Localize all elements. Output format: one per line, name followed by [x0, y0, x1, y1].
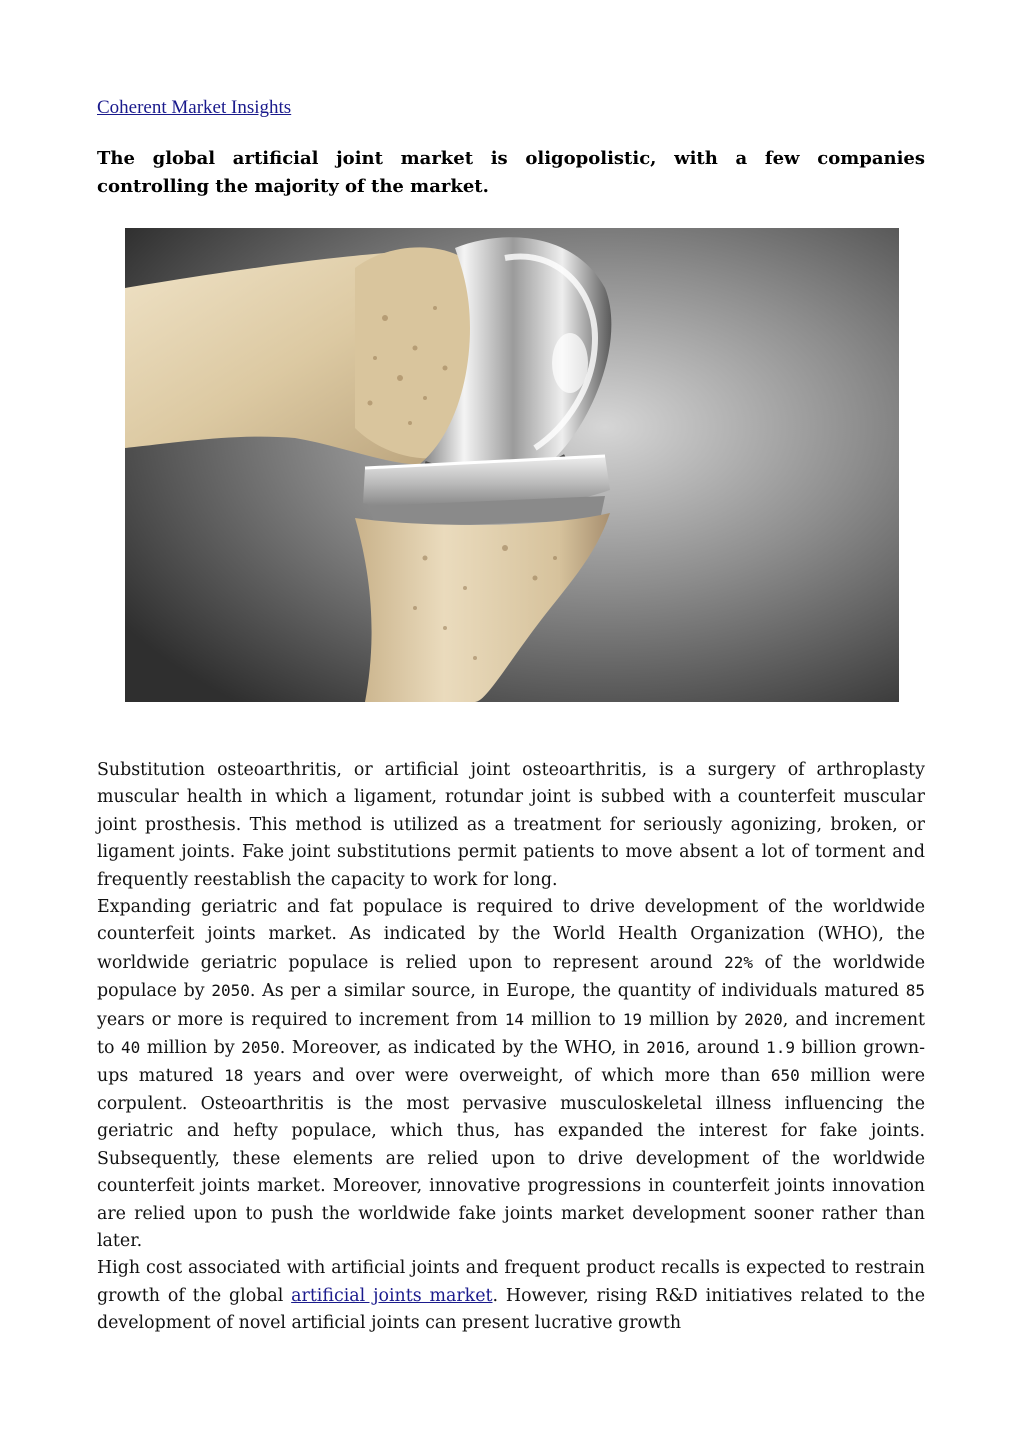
paragraph-2: Expanding geriatric and fat populace is required to drive development of the worldwide counterfeit joints market. As indicated by the World Health Organization (WHO), the worldwide geriatric populace is relied upon to represent around 22% of the worldwide populace by 2050. As per a similar source, in Europe, the quantity of individuals matured 85 years or more is required to increment from 14 million to 19 million by 2020, and increment to 40 million by 2050. Moreover, as indicated by the WHO, in 2016, around 1.9 billion grown-ups matured 18 years and over were overweight, of which more than 650 million were corpulent. Osteoarthritis is the most pervasive musculoskeletal illness influencing the geriatric and hefty populace, which thus, has expanded the interest for fake joints. Subsequently, these elements are relied upon to drive development of the worldwide counterfeit joints market. Moreover, innovative progressions in counterfeit joints innovation are relied upon to push the worldwide fake joints market development sooner rather than later. — [97, 897, 926, 1251]
article-body — [97, 757, 925, 1338]
headline: The global artificial joint market is oligopolistic, with a few companies controlling the majority of the market. — [97, 148, 925, 197]
artificial-joints-market-link[interactable]: artificial joints market — [291, 1285, 493, 1306]
paragraph-3: High cost associated with artificial joints and frequent product recalls is expected to restrain growth of the global artificial joints market. However, rising R&D initiatives related to the development of novel artificial joints can present lucrative growth — [97, 1258, 925, 1334]
source-link[interactable]: Coherent Market Insights — [97, 97, 292, 118]
knee-implant-illustration-icon — [125, 228, 899, 702]
knee-implant-image — [125, 228, 899, 702]
paragraph-1: Substitution osteoarthritis, or artificial joint osteoarthritis, is a surgery of arthroplasty muscular health in which a ligament, rotundar joint is subbed with a counterfeit muscular joint prosthesis. This method is utilized as a treatment for seriously agonizing, broken, or ligament joints. Fake joint substitutions permit patients to move absent a lot of torment and frequently reestablish the capacity to work for long. — [97, 760, 925, 890]
